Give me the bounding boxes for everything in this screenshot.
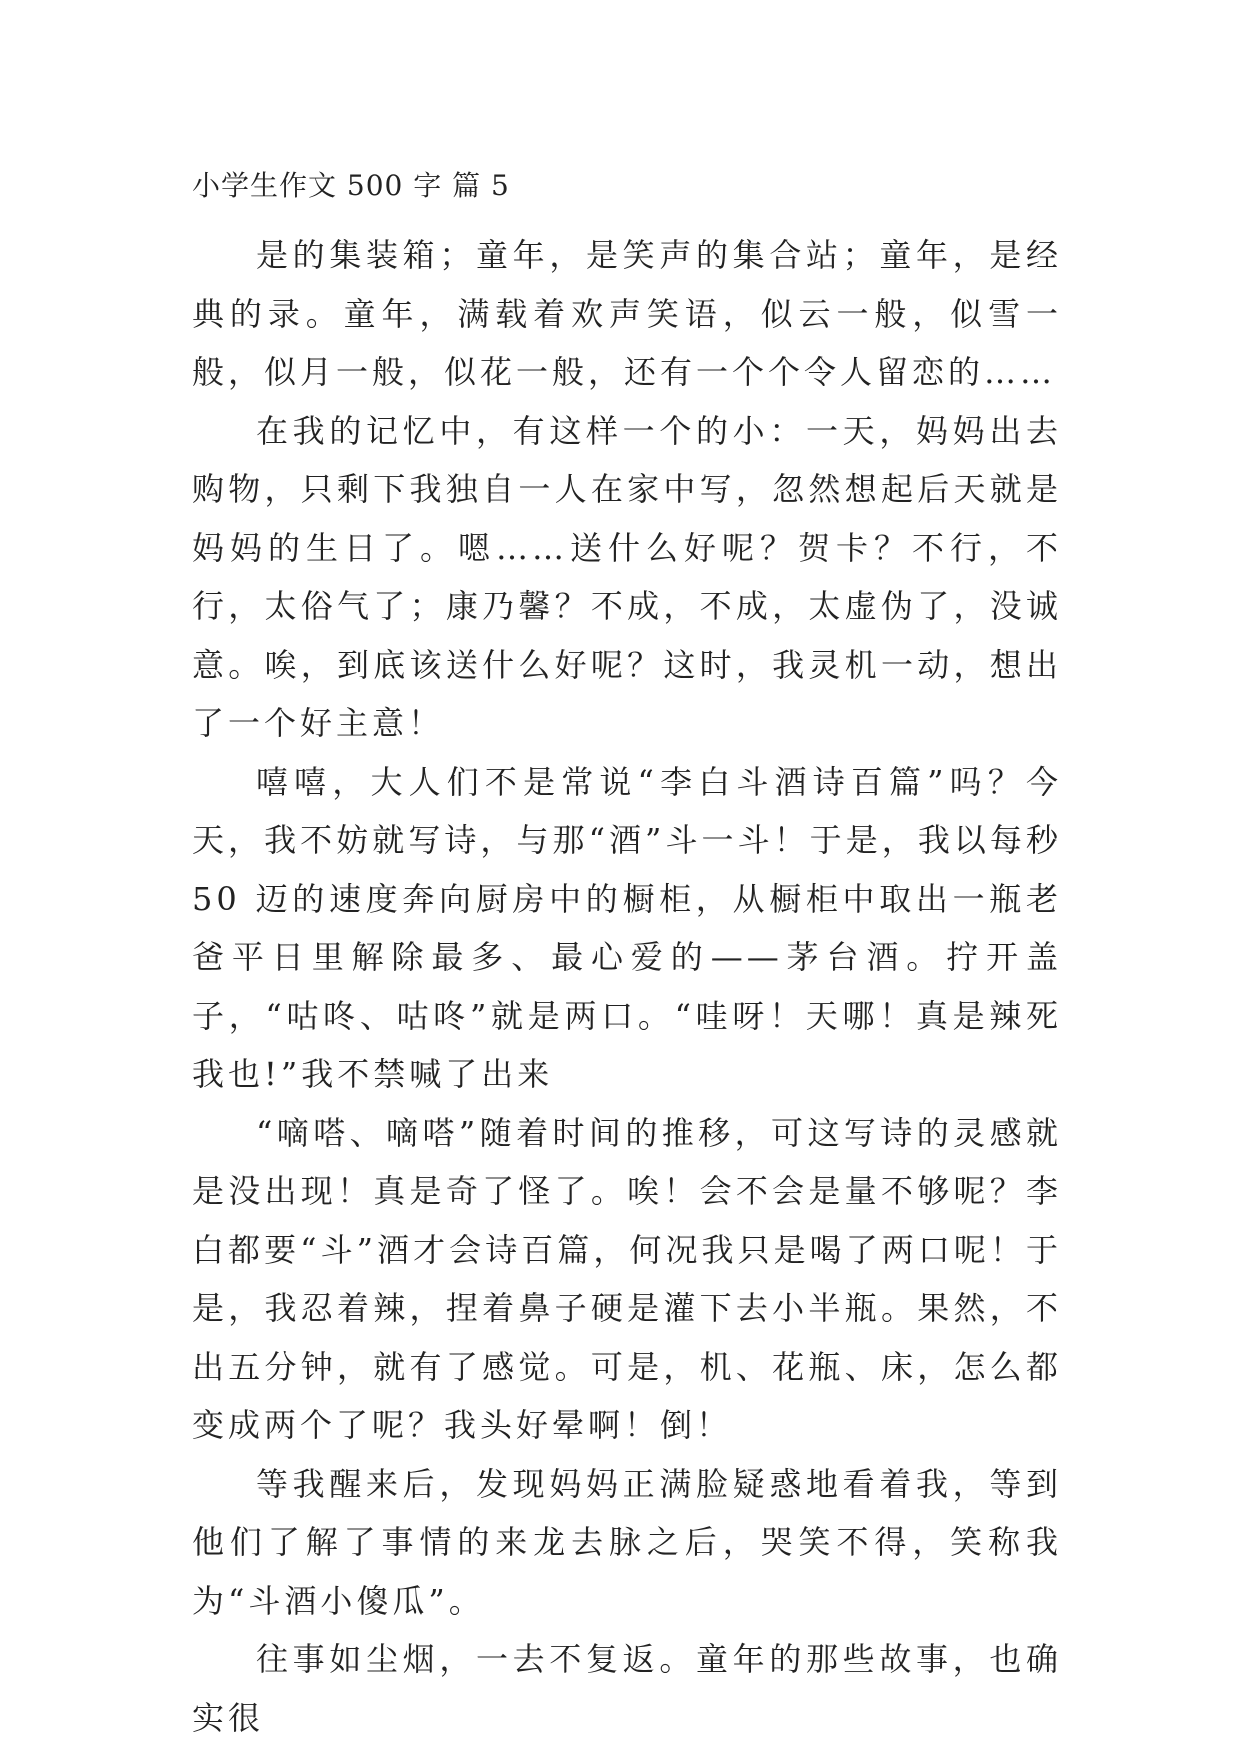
paragraph-3: 嘻嘻，大人们不是常说“李白斗酒诗百篇”吗？今天，我不妨就写诗，与那“酒”斗一斗！于是，我以每秒 50 迈的速度奔向厨房中的橱柜，从橱柜中取出一瓶老爸平日里解除最多、最心爱的——茅台酒。拧开盖子，“咕咚、咕咚”就是两口。“哇呀！天哪！真是辣死我也!”我不禁喊了出来 (192, 762, 1062, 1093)
essay-title: 小学生作文 500 字 篇 5 (192, 169, 510, 202)
paragraph-5: 等我醒来后，发现妈妈正满脸疑惑地看着我，等到他们了解了事情的来龙去脉之后，哭笑不得，笑称我为“斗酒小傻瓜”。 (192, 1464, 1062, 1620)
paragraph-1: 是的集装箱；童年，是笑声的集合站；童年，是经典的录。童年，满载着欢声笑语，似云一般，似雪一般，似月一般，似花一般，还有一个个令人留恋的…… (192, 236, 1062, 391)
paragraph-6: 往事如尘烟，一去不复返。童年的那些故事，也确实很 (192, 1640, 1062, 1737)
paragraph-4: “嘀嗒、嘀嗒”随着时间的推移，可这写诗的灵感就是没出现！真是奇了怪了。唉！会不会是量不够呢？李白都要“斗”酒才会诗百篇，何况我只是喝了两口呢！于是，我忍着辣，捏着鼻子硬是灌下去小半瓶。果然，不出五分钟，就有了感觉。可是，机、花瓶、床，怎么都变成两个了呢？我头好晕啊！倒！ (192, 1113, 1062, 1444)
paragraph-2: 在我的记忆中，有这样一个的小：一天，妈妈出去购物，只剩下我独自一人在家中写，忽然想起后天就是妈妈的生日了。嗯……送什么好呢？贺卡？不行，不行，太俗气了；康乃馨？不成，不成，太虚伪了，没诚意。唉，到底该送什么好呢？这时，我灵机一动，想出了一个好主意！ (192, 411, 1062, 742)
document-body (192, 166, 1062, 1747)
